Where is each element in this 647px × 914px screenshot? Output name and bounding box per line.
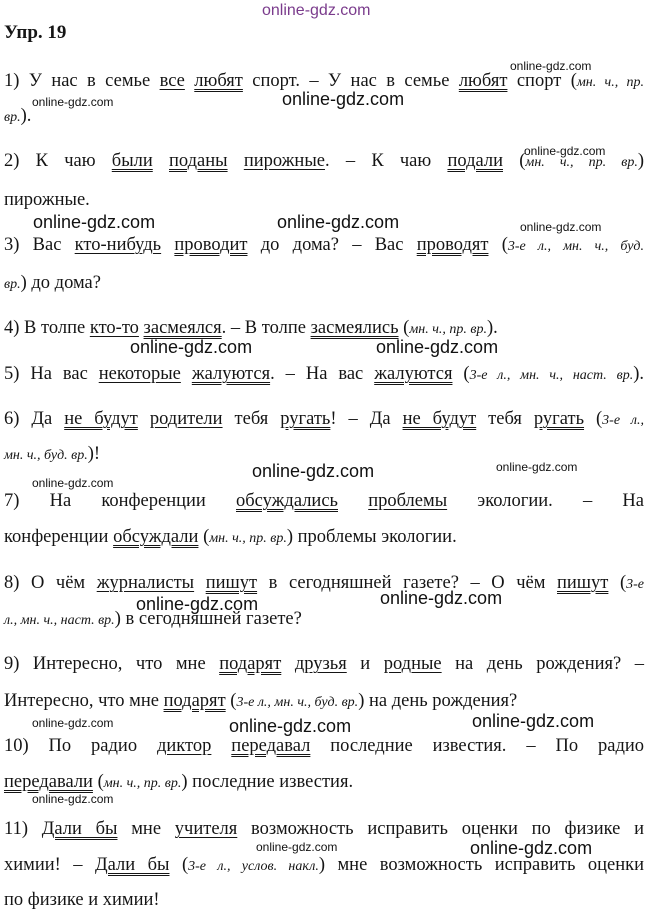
watermark: online-gdz.com: [32, 476, 114, 490]
sentence-text: до дома? – Вас: [247, 235, 417, 255]
watermark: online-gdz.com: [256, 840, 338, 854]
text-line: [4, 270, 644, 298]
predicate-word: засмеялись: [310, 318, 399, 338]
exercise-title: Упр. 19: [4, 22, 67, 43]
predicate-word: проводят: [416, 235, 489, 255]
subject-word: родители: [149, 409, 223, 429]
sentence-text: (: [398, 318, 410, 338]
predicate-word: жалуются: [374, 364, 453, 384]
grammar-note: 3-е л., мн. ч., буд.: [507, 239, 644, 254]
sentence-text: ).: [20, 106, 32, 126]
watermark: online-gdz.com: [510, 59, 592, 73]
subject-word: некоторые: [98, 364, 181, 384]
grammar-note: мн. ч., пр. вр.: [103, 776, 182, 791]
predicate-word: ругать: [533, 409, 585, 429]
watermark: online-gdz.com: [472, 711, 595, 731]
sentence-text: ).: [486, 318, 498, 338]
grammar-note: мн. ч., пр. вр.: [209, 531, 287, 546]
grammar-note: мн. ч., пр.: [576, 75, 644, 90]
sentence-text: 1) У нас в семье: [4, 71, 160, 91]
grammar-note: мн. ч., пр. вр.: [409, 322, 487, 337]
sentence-text: в сегодняшней газете? – О чём: [257, 573, 557, 593]
grammar-note: вр.: [4, 277, 21, 292]
sentence-text: пирожные.: [4, 190, 90, 210]
sentence-text: 6) Да: [4, 409, 65, 429]
sentence-text: (: [503, 151, 526, 171]
sentence-text: на день рождения? –: [441, 654, 645, 674]
watermark: online-gdz.com: [229, 716, 352, 736]
sentence-text: 10) По радио: [4, 736, 157, 756]
watermark: online-gdz.com: [32, 716, 114, 730]
predicate-word: передавали: [4, 772, 93, 792]
text-line: [4, 488, 644, 514]
watermark: online-gdz.com: [130, 337, 253, 357]
predicate-word: Дали бы: [41, 819, 118, 839]
sentence-text: ) в сегодняшней газете?: [114, 609, 302, 629]
sentence-text: и: [346, 654, 384, 674]
sentence-text: ) мне возможность исправить оценки: [318, 855, 645, 875]
watermark: online-gdz.com: [520, 220, 602, 234]
sentence-text: [153, 151, 169, 171]
text-line: [4, 688, 644, 716]
text-line: [4, 887, 644, 913]
predicate-word: обсуждались: [236, 491, 338, 511]
sentence-text: ) до дома?: [20, 273, 101, 293]
grammar-note: мн. ч., буд. вр.: [4, 448, 88, 463]
text-line: [4, 524, 644, 552]
grammar-note: вр.: [4, 110, 21, 125]
grammar-note: л., мн. ч., наст. вр.: [4, 613, 115, 628]
sentence-text: мне: [117, 819, 175, 839]
subject-word: проблемы: [368, 491, 448, 511]
sentence-text: [185, 71, 194, 91]
predicate-word: жалуются: [191, 364, 271, 384]
grammar-note: 3-е л., мн. ч., наст. вр.: [469, 368, 634, 383]
sentence-text: [281, 654, 295, 674]
sentence-text: . – На вас: [270, 364, 375, 384]
sentence-text: экологии. – На: [447, 491, 644, 511]
subject-word: пирожные: [243, 151, 325, 171]
sentence-text: ).: [633, 364, 644, 384]
predicate-word: поданы: [169, 151, 228, 171]
sentence-text: химии! –: [4, 855, 96, 875]
sentence-text: тебя: [476, 409, 534, 429]
predicate-word: Дали бы: [95, 855, 170, 875]
grammar-note: 3-е л., услов. накл.: [188, 859, 319, 874]
grammar-note: 3-е л., мн. ч., буд. вр.: [236, 695, 359, 710]
sentence-text: 9) Интересно, что мне: [4, 654, 220, 674]
text-line: [4, 816, 644, 842]
sentence-text: [194, 573, 206, 593]
sentence-text: (: [608, 573, 627, 593]
watermark: online-gdz.com: [32, 792, 114, 806]
sentence-text: (: [488, 235, 508, 255]
text-line: [4, 441, 644, 469]
subject-word: диктор: [156, 736, 212, 756]
predicate-word: пишут: [557, 573, 609, 593]
sentence-text: 2) К чаю: [4, 151, 112, 171]
watermark-top: online-gdz.com: [262, 2, 371, 19]
watermark: online-gdz.com: [376, 337, 499, 357]
subject-word: учителя: [174, 819, 238, 839]
predicate-word: не будут: [402, 409, 477, 429]
sentence-text: 5) На вас: [4, 364, 99, 384]
subject-word: друзья: [294, 654, 347, 674]
sentence-text: 4) В толпе: [4, 318, 90, 338]
subject-word: все: [159, 71, 185, 91]
text-line: [4, 148, 644, 176]
sentence-text: [181, 364, 192, 384]
predicate-word: подарят: [163, 691, 226, 711]
sentence-text: возможность исправить оценки по физике и: [237, 819, 644, 839]
sentence-text: (: [92, 772, 104, 792]
text-line: [4, 769, 644, 797]
sentence-text: спорт. – У нас в семье: [242, 71, 459, 91]
watermark: online-gdz.com: [380, 588, 503, 608]
sentence-text: 8) О чём: [4, 573, 97, 593]
text-line: [4, 606, 644, 634]
predicate-word: любят: [458, 71, 508, 91]
predicate-word: подарят: [219, 654, 282, 674]
sentence-text: ) проблемы экологии.: [286, 527, 457, 547]
sentence-text: конференции: [4, 527, 114, 547]
text-line: [4, 103, 644, 131]
sentence-text: (: [584, 409, 603, 429]
sentence-text: (: [169, 855, 189, 875]
sentence-text: (: [198, 527, 210, 547]
subject-word: кто-то: [89, 318, 139, 338]
watermark: online-gdz.com: [470, 838, 593, 858]
predicate-word: засмеялся: [143, 318, 222, 338]
subject-word: кто-нибудь: [74, 235, 162, 255]
sentence-text: [161, 235, 174, 255]
text-line: [4, 361, 644, 389]
text-line: [4, 570, 644, 598]
sentence-text: . – К чаю: [324, 151, 448, 171]
sentence-text: последние известия. – По радио: [310, 736, 645, 756]
predicate-word: пишут: [205, 573, 258, 593]
text-line: [4, 68, 644, 96]
sentence-text: ): [637, 151, 645, 171]
watermark: online-gdz.com: [277, 212, 400, 232]
predicate-word: проводит: [174, 235, 248, 255]
predicate-word: ругать: [280, 409, 331, 429]
sentence-text: по физике и химии!: [4, 890, 160, 910]
grammar-note: 3-е л.,: [602, 413, 645, 428]
sentence-text: (: [225, 691, 237, 711]
text-line: [4, 187, 644, 213]
sentence-text: спорт (: [507, 71, 577, 91]
sentence-text: 7) На конференции: [4, 491, 236, 511]
sentence-text: [338, 491, 368, 511]
text-line: [4, 852, 644, 880]
sentence-text: 3) Вас: [4, 235, 75, 255]
sentence-text: [211, 736, 231, 756]
sentence-text: ) последние известия.: [181, 772, 354, 792]
sentence-text: ! – Да: [330, 409, 403, 429]
grammar-note: 3-е: [626, 577, 645, 592]
sentence-text: Интересно, что мне: [4, 691, 164, 711]
watermark: online-gdz.com: [524, 144, 606, 158]
subject-word: родные: [383, 654, 442, 674]
subject-word: журналисты: [96, 573, 195, 593]
text-line: [4, 315, 644, 343]
predicate-word: обсуждали: [113, 527, 199, 547]
grammar-note: мн. ч., пр. вр.: [525, 155, 638, 170]
text-line: [4, 733, 644, 759]
predicate-word: были: [111, 151, 153, 171]
watermark: online-gdz.com: [282, 89, 405, 109]
text-line: [4, 651, 644, 677]
watermark: online-gdz.com: [252, 461, 375, 481]
predicate-word: подали: [447, 151, 503, 171]
sentence-text: . – В толпе: [221, 318, 311, 338]
watermark: online-gdz.com: [32, 95, 114, 109]
watermark: online-gdz.com: [496, 460, 578, 474]
predicate-word: любят: [194, 71, 243, 91]
sentence-text: ) на день рождения?: [358, 691, 518, 711]
watermark: online-gdz.com: [136, 594, 259, 614]
sentence-text: 11): [4, 819, 42, 839]
predicate-word: передавал: [231, 736, 311, 756]
sentence-text: (: [452, 364, 470, 384]
sentence-text: )!: [87, 444, 101, 464]
sentence-text: [138, 409, 150, 429]
sentence-text: [228, 151, 244, 171]
text-line: [4, 406, 644, 434]
text-line: [4, 232, 644, 260]
watermark: online-gdz.com: [33, 212, 156, 232]
sentence-text: тебя: [222, 409, 281, 429]
predicate-word: не будут: [64, 409, 138, 429]
